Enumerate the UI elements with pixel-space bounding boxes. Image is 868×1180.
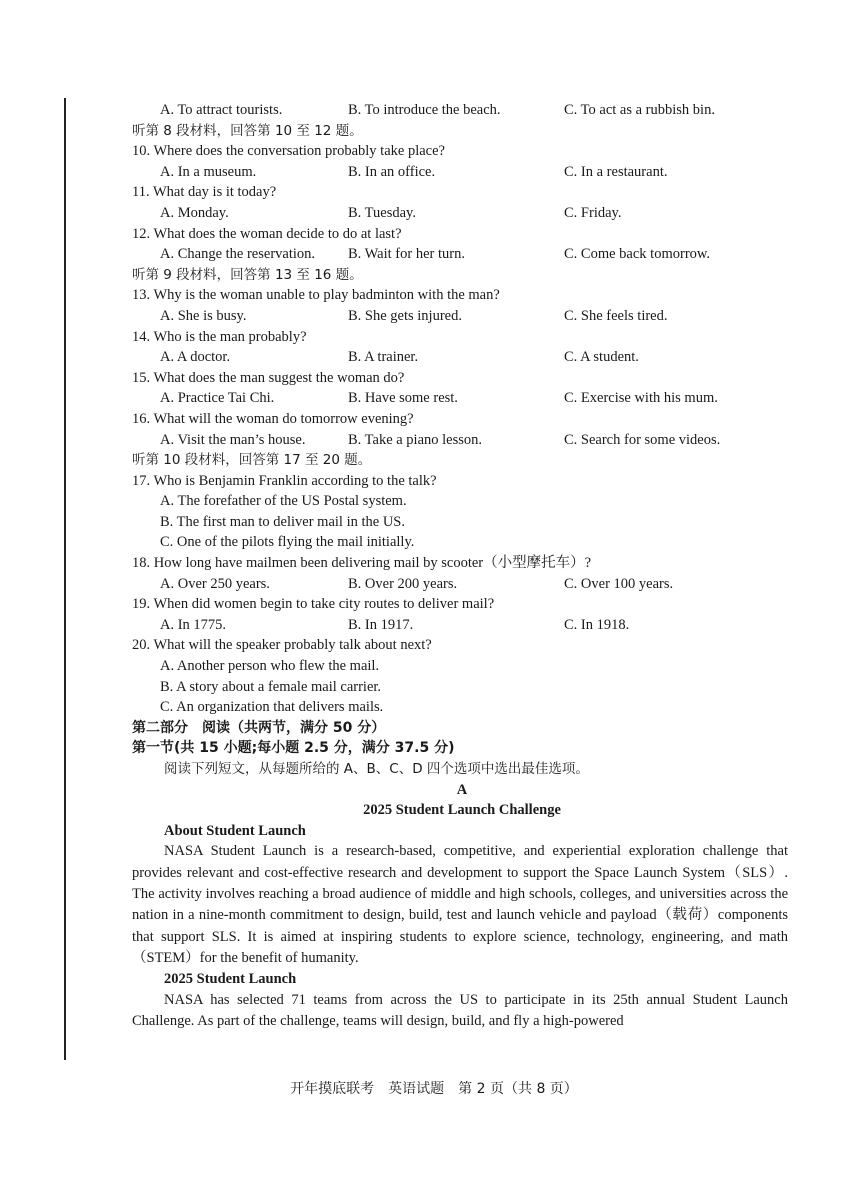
q12-stem: 12. What does the woman decide to do at last? [132, 225, 402, 242]
q19-stem: 19. When did women begin to take city routes to deliver mail? [132, 596, 495, 613]
reading-instruction: 阅读下列短文，从每题所给的 A、B、C、D 四个选项中选出最佳选项。 [164, 761, 589, 777]
option-a: A. In 1775. [160, 616, 227, 633]
option-b: B. Over 200 years. [348, 575, 458, 592]
q13-stem: 13. Why is the woman unable to play badminton with the man? [132, 287, 500, 304]
option-a: A. Over 250 years. [160, 575, 270, 592]
option-b: B. Have some rest. [348, 390, 458, 407]
option-b: B. A trainer. [348, 349, 419, 366]
q11-options [132, 203, 792, 224]
option-c: C. Over 100 years. [564, 575, 674, 592]
q16-stem: 16. What will the woman do tomorrow evening? [132, 410, 414, 427]
part2-heading: 第二部分 阅读（共两节，满分 50 分） [132, 719, 386, 736]
q17-option-a: A. The forefather of the US Postal system. [160, 493, 407, 510]
q10-stem: 10. Where does the conversation probably take place? [132, 143, 445, 160]
option-a: A. A doctor. [160, 349, 231, 366]
option-b: B. Take a piano lesson. [348, 431, 483, 448]
option-c: C. Friday. [564, 204, 622, 221]
q20-option-c: C. An organization that delivers mails. [160, 699, 384, 716]
option-c: C. To act as a rubbish bin. [564, 102, 715, 118]
subheading-2025: 2025 Student Launch [164, 971, 297, 988]
section1-heading: 第一节(共 15 小题;每小题 2.5 分，满分 37.5 分) [132, 740, 455, 757]
q18-stem: 18. How long have mailmen been delivering mail by scooter（小型摩托车）? [132, 555, 592, 572]
paragraph-about: NASA Student Launch is a research-based, competitive, and experiential exploration challenge that provides relevant and cost-effective research and development to support the Space Launch System（SLS）. The activity involves reaching a broad audience of middle and high schools, colleges, and universities across the nation in a nine-month commitment to design, build, test and launch vehicle and payload（载荷）components that support SLS. It is aimed at inspiring students to explore science, technology, engineering, and math（STEM）for the benefit of humanity. [132, 843, 788, 966]
binding-margin-line [64, 98, 66, 1060]
q20-option-b: B. A story about a female mail carrier. [160, 678, 382, 695]
page-footer: 开年摸底联考 英语试题 第 2 页（共 8 页） [290, 1081, 578, 1097]
q9-options [132, 100, 792, 121]
passage-title: 2025 Student Launch Challenge [363, 802, 561, 819]
option-c: C. In 1918. [564, 616, 630, 633]
paragraph-2025: NASA has selected 71 teams from across the US to participate in its 25th annual Student Launch Challenge. As part of the challenge, teams will design, build, and fly a high-powered [132, 991, 788, 1030]
option-b: B. She gets injured. [348, 307, 462, 324]
q13-options [132, 306, 792, 327]
q20-stem: 20. What will the speaker probably talk about next? [132, 637, 432, 654]
section8-instruction: 听第 8 段材料，回答第 10 至 12 题。 [132, 122, 363, 139]
q17-option-b: B. The first man to deliver mail in the US. [160, 513, 405, 530]
q10-options [132, 162, 792, 183]
option-a: A. To attract tourists. [160, 102, 283, 118]
option-b: B. In an office. [348, 163, 436, 180]
q18-options [132, 574, 792, 595]
option-c: C. In a restaurant. [564, 163, 668, 180]
option-c: C. Exercise with his mum. [564, 390, 718, 407]
option-a: A. Practice Tai Chi. [160, 390, 275, 407]
q12-options [132, 244, 792, 265]
q11-stem: 11. What day is it today? [132, 184, 277, 201]
subheading-about: About Student Launch [164, 822, 306, 839]
option-b: B. Tuesday. [348, 204, 416, 221]
option-b: B. To introduce the beach. [348, 102, 501, 118]
option-a: A. Visit the man’s house. [160, 431, 306, 448]
option-b: B. Wait for her turn. [348, 246, 465, 263]
page-content [132, 100, 792, 1032]
option-a: A. Change the reservation. [160, 246, 316, 263]
q20-option-a: A. Another person who flew the mail. [160, 658, 380, 675]
option-c: C. Search for some videos. [564, 431, 721, 448]
q17-option-c: C. One of the pilots flying the mail initially. [160, 534, 415, 551]
passage-letter: A [456, 781, 468, 798]
q14-stem: 14. Who is the man probably? [132, 328, 307, 345]
q19-options [132, 615, 792, 636]
option-a: A. In a museum. [160, 163, 257, 180]
option-c: C. A student. [564, 349, 639, 366]
option-a: A. She is busy. [160, 307, 247, 324]
q17-stem: 17. Who is Benjamin Franklin according to the talk? [132, 472, 437, 489]
section9-instruction: 听第 9 段材料，回答第 13 至 16 题。 [132, 266, 363, 283]
q14-options [132, 347, 792, 368]
q16-options [132, 430, 792, 451]
option-a: A. Monday. [160, 204, 229, 221]
q15-options [132, 388, 792, 409]
option-c: C. Come back tomorrow. [564, 246, 711, 263]
option-c: C. She feels tired. [564, 307, 668, 324]
q15-stem: 15. What does the man suggest the woman do? [132, 369, 405, 386]
option-b: B. In 1917. [348, 616, 414, 633]
section10-instruction: 听第 10 段材料，回答第 17 至 20 题。 [132, 452, 372, 469]
